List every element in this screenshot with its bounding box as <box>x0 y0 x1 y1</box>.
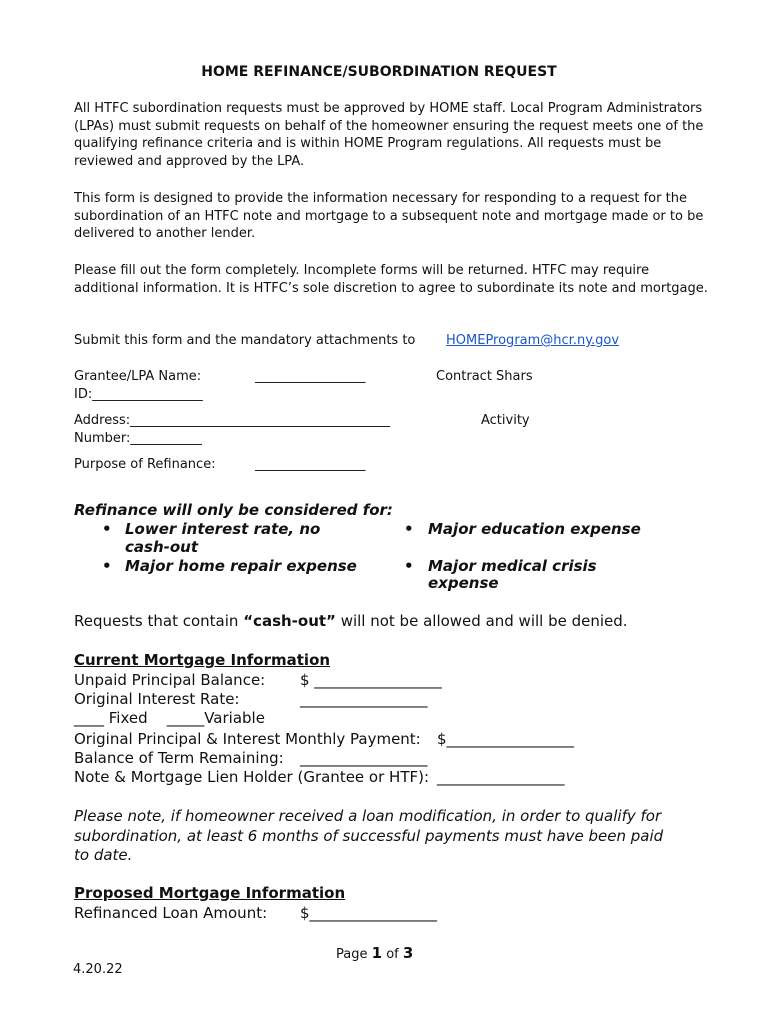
loan-modification-note: Please note, if homeowner received a loan modification, in order to qualify for subordination, at least 6 months of successful payments must have been paid to date. <box>74 807 664 864</box>
criteria-item-4-cont: expense <box>428 574 499 592</box>
cashout-notice <box>74 612 628 630</box>
criteria-item-1-cont: cash-out <box>125 538 199 556</box>
current-mortgage-heading: Current Mortgage Information <box>74 651 331 669</box>
page-total: 3 <box>402 944 414 962</box>
activity-label: Activity <box>481 413 530 428</box>
btr-input[interactable]: _________________ <box>300 749 428 767</box>
lien-input[interactable]: _________________ <box>437 768 565 786</box>
cashout-post: will not be allowed and will be denied. <box>335 612 628 630</box>
lien-label: Note & Mortgage Lien Holder (Grantee or HTF): <box>74 768 430 786</box>
grantee-label: Grantee/LPA Name: <box>74 369 202 384</box>
submit-text: Submit this form and the mandatory attachments to <box>74 333 416 348</box>
proposed-mortgage-heading: Proposed Mortgage Information <box>74 884 346 902</box>
criteria-item-2: Major home repair expense <box>125 557 357 575</box>
version-date: 4.20.22 <box>73 962 123 977</box>
btr-label: Balance of Term Remaining: <box>74 749 284 767</box>
id-input[interactable]: ID:_________________ <box>74 387 203 402</box>
intro-paragraph: All HTFC subordination requests must be approved by HOME staff. Local Program Administrators (LPAs) must submit requests on behalf of the homeowner ensuring the request meets one of the qualifying refinance criteria and is within HOME Program regulations. All requests must be reviewed and approved by the LPA. <box>74 101 704 169</box>
criteria-item-1: Lower interest rate, no <box>125 520 321 538</box>
oir-input[interactable]: _________________ <box>300 690 428 708</box>
cashout-bold: “cash-out” <box>243 612 336 630</box>
purpose-label: Purpose of Refinance: <box>74 457 216 472</box>
contract-label: Contract Shars <box>436 369 533 384</box>
oir-label: Original Interest Rate: <box>74 690 240 708</box>
number-input[interactable]: Number:___________ <box>74 431 202 446</box>
grantee-input[interactable]: _________________ <box>255 369 366 384</box>
refinance-heading: Refinance will only be considered for: <box>74 501 393 519</box>
page-word: Page <box>336 947 368 962</box>
loan-amount-input[interactable]: $_________________ <box>300 904 438 922</box>
page-title: HOME REFINANCE/SUBORDINATION REQUEST <box>201 64 557 80</box>
purpose-input[interactable]: _________________ <box>255 457 366 472</box>
fixed-variable-options[interactable]: ____ Fixed _____Variable <box>74 709 265 727</box>
upb-input[interactable]: $ _________________ <box>300 671 442 689</box>
instructions-paragraph: Please fill out the form completely. Incomplete forms will be returned. HTFC may require additional information. It is HTFC’s sole discretion to agree to subordinate its note and mortgage. <box>74 263 708 296</box>
loan-amount-label: Refinanced Loan Amount: <box>74 904 268 922</box>
purpose-paragraph: This form is designed to provide the information necessary for responding to a request for the subordination of an HTFC note and mortgage to a subsequent note and mortgage made or to be delivered to another lender. <box>74 191 704 242</box>
criteria-item-3: Major education expense <box>428 520 641 538</box>
submit-email-link[interactable]: HOMEProgram@hcr.ny.gov <box>446 333 620 348</box>
bullet-1: • <box>102 520 112 538</box>
opi-label: Original Principal & Interest Monthly Payment: <box>74 730 421 748</box>
address-input[interactable]: Address:________________________________________ <box>74 413 391 428</box>
criteria-item-4: Major medical crisis <box>428 557 597 575</box>
upb-label: Unpaid Principal Balance: <box>74 671 266 689</box>
page-indicator <box>336 944 413 962</box>
page-number: 1 <box>371 944 383 962</box>
opi-input[interactable]: $_________________ <box>437 730 575 748</box>
bullet-4: • <box>404 557 414 575</box>
cashout-pre: Requests that contain <box>74 612 244 630</box>
bullet-2: • <box>102 557 112 575</box>
of-word: of <box>386 947 399 962</box>
bullet-3: • <box>404 520 414 538</box>
